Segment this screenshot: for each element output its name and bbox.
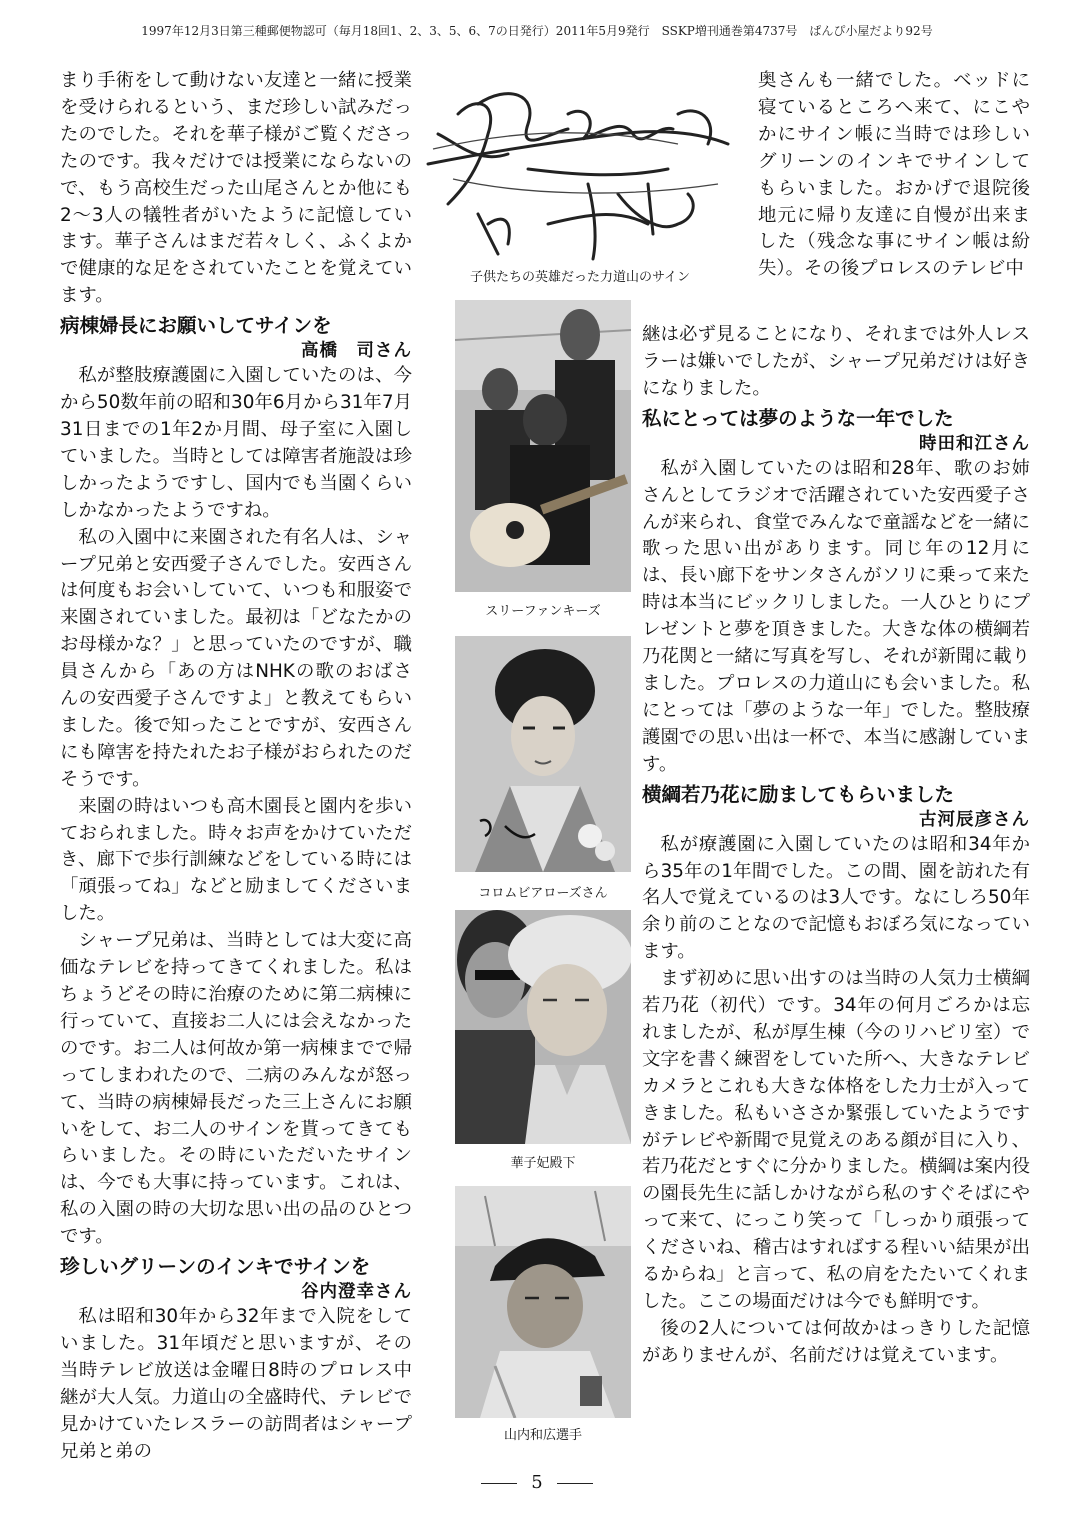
photo-caption: 華子妃殿下 <box>510 1156 576 1171</box>
paragraph: 私が整肢療護園に入園していたのは、今から50数年前の昭和30年6月から31年7月31日までの1年2か月間、母子室に入園していました。当時としては障害者施設は珍しかったようですし、国内でも当園くらいしかなかったようですね。 <box>60 365 412 521</box>
signature-caption: 子供たちの英雄だった力道山のサイン <box>469 270 691 285</box>
footer-rule-left <box>481 1483 517 1484</box>
section-heading: 珍しいグリーンのインキでサインを <box>60 1255 371 1279</box>
section-author: 谷内澄幸さん <box>301 1282 412 1303</box>
colombia-rose-photo <box>455 636 631 872</box>
paragraph: 私が療護園に入園していたのは昭和34年から35年の1年間でした。この間、園を訪れた有名人で覚えているのは3人です。なにしろ50年余り前のことなので記憶もおぼろ気になっています。 <box>642 833 1030 963</box>
section-author: 時田和江さん <box>919 433 1030 454</box>
section-author: 古河辰彦さん <box>919 809 1030 830</box>
page-footer <box>0 1472 1074 1493</box>
photo-caption: 山内和広選手 <box>503 1428 582 1443</box>
paragraph: 継は必ず見ることになり、それまでは外人レスラーは嫌いでしたが、シャープ兄弟だけは好きになりました。 <box>642 324 1030 399</box>
rikidozan-signature-image <box>418 74 748 264</box>
paragraph: 来園の時はいつも高木園長と園内を歩いておられました。時々お声をかけていただき、廊下で歩行訓練などをしている時には「頑張ってね」などと励ましてくださいました。 <box>60 795 412 925</box>
page-number: 5 <box>531 1472 543 1493</box>
paragraph: 私の入園中に来園された有名人は、シャープ兄弟と安西愛子さんでした。安西さんは何度もお会いしていて、いつも和服姿で来園されていました。最初は「どなたかのお母様かな？」と思っていたのですが、職員さんから「あの方はNHKの歌のおばさんの安西愛子さんですよ」と教えてもらいました。後で知ったことですが、安西さんにも障害を持たれたお子様がおられたのだそうです。 <box>60 526 412 790</box>
section-heading: 横綱若乃花に励ましてもらいました <box>642 782 955 806</box>
section-author: 高橋 司さん <box>301 341 412 362</box>
photo-caption: スリーファンキーズ <box>485 604 601 619</box>
left-column <box>60 68 412 1466</box>
page-header: 1997年12月3日第三種郵便物認可（毎月18回1、2、3、5、6、7の日発行）2011年5月9発行 SSKP増刊通巻第4737号 ぱんぴ小屋だより92号 <box>141 24 933 38</box>
section-heading: 私にとっては夢のような一年でした <box>642 406 954 430</box>
yamauchi-player-photo <box>455 1186 631 1418</box>
photo-caption: コロムビアローズさん <box>478 886 608 901</box>
right-top-column <box>758 68 1030 283</box>
princess-hanako-photo <box>455 910 631 1144</box>
paragraph: シャープ兄弟は、当時としては大変に高価なテレビを持ってきてくれました。私はちょうどその時に治療のために第二病棟に行っていて、直接お二人には会えなかったのです。お二人は何故か第一病棟までで帰ってしまわれたので、二病のみんなが怒って、当時の病棟婦長だった三上さんにお願いをして、お二人のサインを貰ってきてもらいました。その時にいただいたサインは、今でも大事に持っています。これは、私の入園の時の大切な思い出の品のひとつです。 <box>60 930 412 1248</box>
paragraph: 奥さんも一緒でした。ベッドに寝ているところへ来て、にこやかにサイン帳に当時では珍しいグリーンのインキでサインしてもらいました。おかげで退院後地元に帰り友達に自慢が出来ました（残念な事にサイン帳は紛失）。その後プロレスのテレビ中 <box>758 70 1030 280</box>
paragraph: 私が入園していたのは昭和28年、歌のお姉さんとしてラジオで活躍されていた安西愛子さんが来られ、食堂でみんなで童謡などを一緒に歌った思い出があります。同じ年の12月には、長い廊下をサンタさんがソリに乗って来た時は本当にビックリしました。一人ひとりにプレゼントと夢を頂きました。大きな体の横綱若乃花関と一緒に写真を写し、それが新聞に載りました。プロレスの力道山にも会いました。私にとっては「夢のような一年」でした。整肢療護園での思い出は一杯で、本当に感謝しています。 <box>642 457 1030 775</box>
right-column <box>642 322 1030 1370</box>
intro-paragraph: まり手術をして動けない友達と一緒に授業を受けられるという、まだ珍しい試みだったのでした。それを華子様がご覧くださったのです。我々だけでは授業にならないので、もう高校生だった山尾さんとか他にも2〜3人の犠牲者がいたように記憶しています。華子さんはまだ若々しく、ふくよかで健康的な足をされていたことを覚えています。 <box>60 70 412 307</box>
paragraph: まず初めに思い出すのは当時の人気力士横綱若乃花（初代）です。34年の何月ごろかは忘れましたが、私が厚生棟（今のリハビリ室）で文字を書く練習をしていた所へ、大きなテレビカメラとこれも大きな体格をした力士が入ってきました。私もいささか緊張していたようですがテレビや新聞で見覚えのある顔が目に入り、若乃花だとすぐに分かりました。横綱は案内役の園長先生に話しかけながら私のすぐそばにやって来て、にっこり笑って「しっかり頑張ってくださいね、稽古はすればする程いい結果が出るからね」と言って、私の肩をたたいてくれました。ここの場面だけは今でも鮮明です。 <box>642 968 1030 1312</box>
section-heading: 病棟婦長にお願いしてサインを <box>60 314 332 338</box>
paragraph: 後の2人については何故かはっきりした記憶がありませんが、名前だけは覚えています。 <box>642 1317 1030 1366</box>
footer-rule-right <box>557 1483 593 1484</box>
three-funkies-photo <box>455 300 631 592</box>
paragraph: 私は昭和30年から32年まで入院をしていました。31年頃だと思いますが、その当時テレビ放送は金曜日8時のプロレス中継が大人気。力道山の全盛時代、テレビで見かけていたレスラーの訪問者はシャープ兄弟と弟の <box>60 1306 412 1462</box>
